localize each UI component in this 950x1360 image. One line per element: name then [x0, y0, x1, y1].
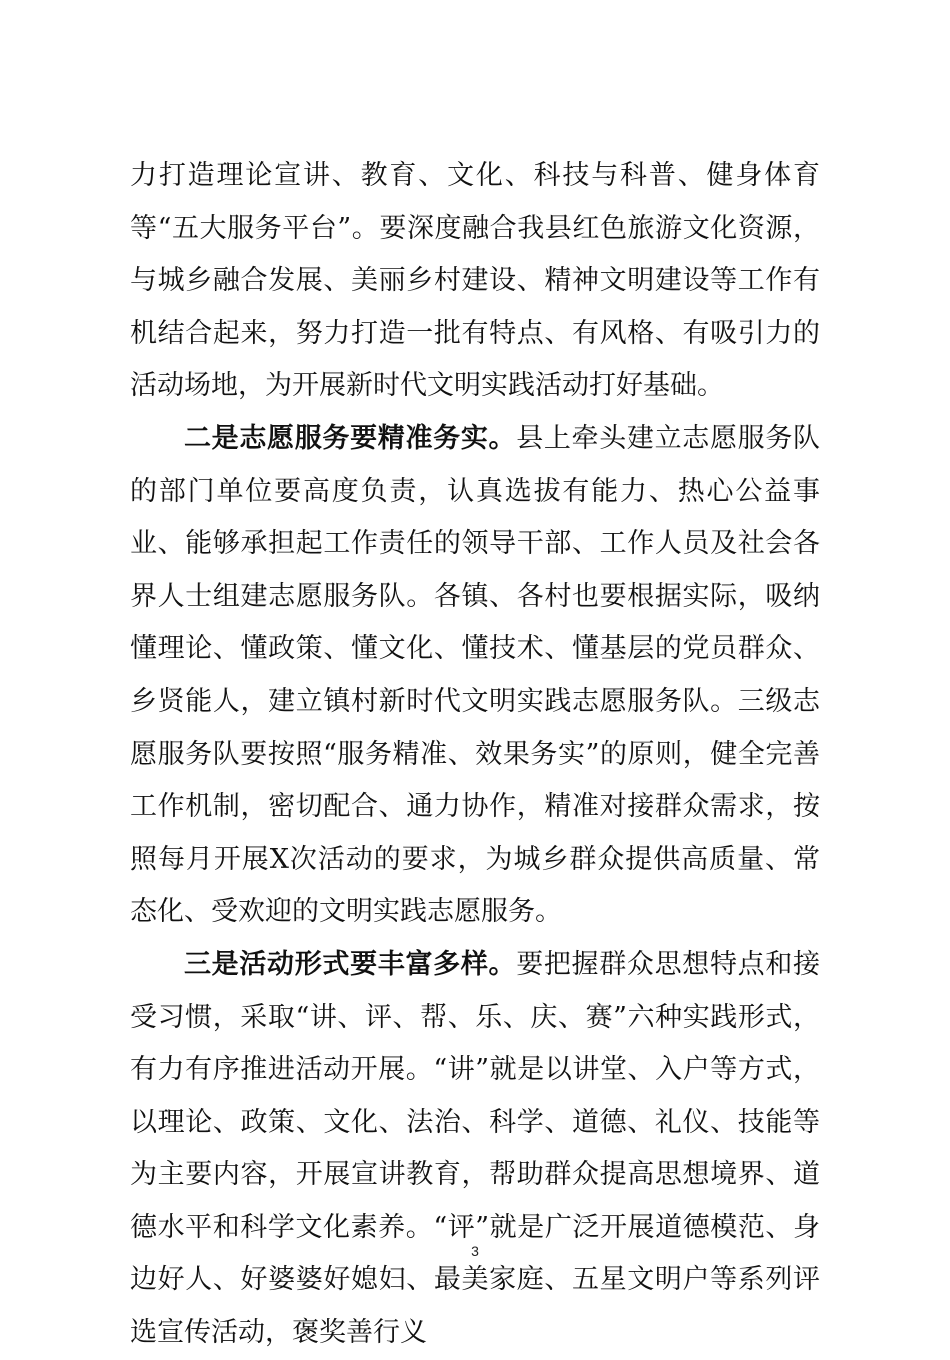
paragraph-text: 县上牵头建立志愿服务队的部门单位要高度负责，认真选拔有能力、热心公益事业、能够承担起工作责任的领导干部、工作人员及社会各界人士组建志愿服务队。各镇、各村也要根据实际，吸纳懂理论、懂政策、懂文化、懂技术、懂基层的党员群众、乡贤能人，建立镇村新时代文明实践志愿服务队。三级志愿服务队要按照“服务精准、效果务实”的原则，健全完善工作机制，密切配合、通力协作，精准对接群众需求，按照每月开展X次活动的要求，为城乡群众提供高质量、常态化、受欢迎的文明实践志愿服务。 [130, 422, 821, 928]
paragraph-text: 力打造理论宣讲、教育、文化、科技与科普、健身体育等“五大服务平台”。要深度融合我县红色旅游文化资源，与城乡融合发展、美丽乡村建设、精神文明建设等工作有机结合起来，努力打造一批有特点、有风格、有吸引力的活动场地，为开展新时代文明实践活动打好基础。 [130, 160, 820, 402]
paragraph-lead: 三是活动形式要丰富多样。 [184, 948, 517, 980]
paragraph-activity-forms [130, 939, 820, 1360]
paragraph-volunteer-service [130, 413, 820, 939]
paragraph-continuation [130, 150, 820, 413]
document-body [130, 150, 820, 1360]
page-number: 3 [471, 1243, 479, 1259]
paragraph-lead: 二是志愿服务要精准务实。 [184, 422, 517, 454]
paragraph-text: 要把握群众思想特点和接受习惯，采取“讲、评、帮、乐、庆、赛”六种实践形式，有力有序推进活动开展。“讲”就是以讲堂、入户等方式，以理论、政策、文化、法治、科学、道德、礼仪、技能等为主要内容，开展宣讲教育，帮助群众提高思想境界、道德水平和科学文化素养。“评”就是广泛开展道德模范、身边好人、好婆婆好媳妇、最美家庭、五星文明户等系列评选宣传活动，褒奖善行义 [130, 948, 821, 1349]
